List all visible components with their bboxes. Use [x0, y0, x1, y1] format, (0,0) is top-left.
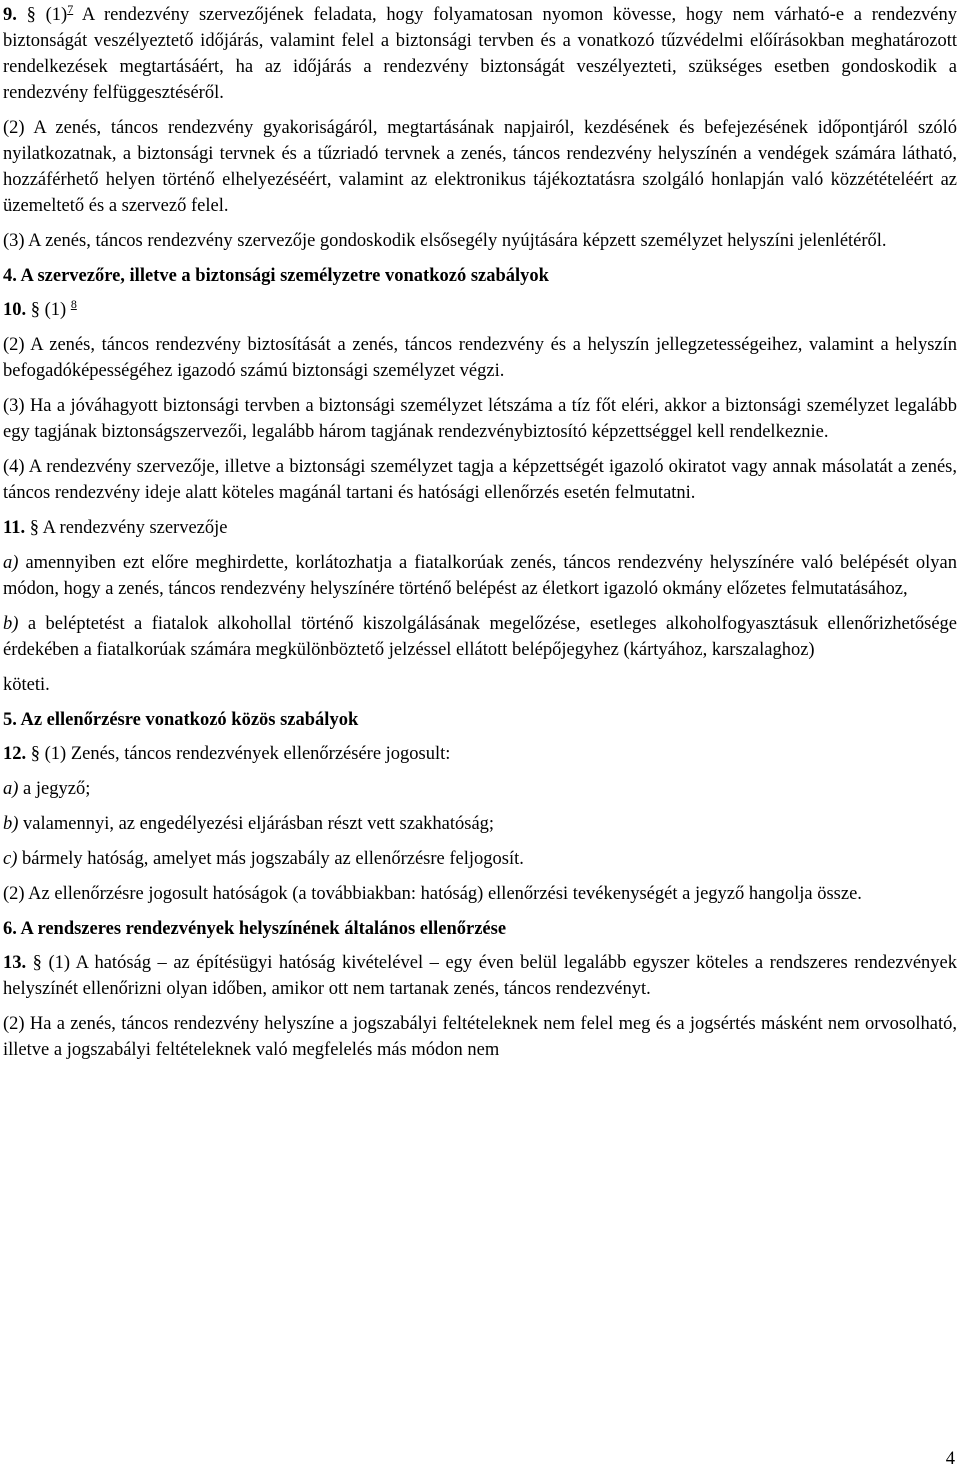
heading-5: 5. Az ellenőrzésre vonatkozó közös szabályok [3, 710, 359, 730]
point-text: bármely hatóság, amelyet más jogszabály az ellenőrzésre feljogosít. [17, 849, 524, 869]
section-number: 12. [3, 744, 27, 764]
point-label: a) [3, 779, 19, 799]
heading-6: 6. A rendszeres rendezvények helyszínének általános ellenőrzése [3, 919, 507, 939]
point-label: b) [3, 614, 19, 634]
paragraph-text: A rendezvény szervezőjének feladata, hogy folyamatosan nyomon kövesse, hogy nem várható-e a rendezvény biztonságát veszélyeztető időjárás, valamint felel a biztonsági tervben és a vonatkozó tűzvédelmi előírásokban meghatározott rendelkezések megtartásáért, ha az időjárás a rendezvény biztonságát veszélyezteti, szükséges esetben gondoskodik a rendezvény felfüggesztéséről. [3, 5, 957, 103]
point-text: a jegyző; [18, 779, 91, 799]
section-number: 11. [3, 518, 26, 538]
point-text: amennyiben ezt előre meghirdette, korlátozhatja a fiatalkorúak zenés, táncos rendezvény helyszínére való belépését olyan módon, hogy a zenés, táncos rendezvény helyszínére történő belépést az életkort igazoló okmány előzetes felmutatásához, [3, 553, 957, 599]
section-number: 13. [3, 953, 27, 973]
paragraph-9-2: (2) A zenés, táncos rendezvény gyakoriságáról, megtartásának napjairól, kezdésének és befejezésének időpontjáról szóló nyilatkozatnak, a biztonsági tervnek és a tűzriadó tervnek a zenés, táncos rendezvény helyszínén a vendégek számára látható, hozzáférhető helyen történő elhelyezéséért, valamint az elektronikus tájékoztatásra szolgáló honlapján való közzétételéért az üzemeltető és a szervező felel. [3, 118, 957, 216]
paragraph-12-1 [3, 741, 957, 767]
paragraph-11-a [3, 550, 957, 602]
heading-4: 4. A szervezőre, illetve a biztonsági személyzetre vonatkozó szabályok [3, 266, 549, 286]
paragraph-12-2: (2) Az ellenőrzésre jogosult hatóságok (a továbbiakban: hatóság) ellenőrzési tevékenységét a jegyző hangolja össze. [3, 884, 862, 904]
paragraph-10-1 [3, 297, 957, 323]
paragraph-text: A rendezvény szervezője [42, 518, 228, 538]
subsection-number: (1) [44, 300, 71, 320]
paragraph-text: (1) Zenés, táncos rendezvények ellenőrzésére jogosult: [44, 744, 451, 764]
point-text: a beléptetést a fiatalok alkohollal történő kiszolgálásának megelőzése, esetleges alkoholfogyasztásuk ellenőrizhetősége érdekében a fiatalkorúak számára megkülönböztető jelzéssel ellátott belépőjegyhez (kártyához, karszalaghoz) [3, 614, 957, 660]
point-label: b) [3, 814, 19, 834]
paragraph-11 [3, 515, 957, 541]
paragraph-12-a [3, 776, 957, 802]
paragraph-10-3: (3) Ha a jóváhagyott biztonsági tervben a biztonsági személyzet létszáma a tíz főt eléri, akkor a biztonsági személyzet legalább egy tagjának biztonságszervezői, legalább három tagjának rendezvénybiztosító képzettséggel kell rendelkeznie. [3, 396, 957, 442]
paragraph-11-b [3, 611, 957, 663]
paragraph-11-end: köteti. [3, 675, 50, 695]
section-sign: § [26, 744, 45, 764]
subsection-number: (1) [45, 5, 68, 25]
point-label: a) [3, 553, 19, 573]
paragraph-13-2: (2) Ha a zenés, táncos rendezvény helyszíne a jogszabályi feltételeknek nem felel meg és a jogsértés másként nem orvosolható, illetve a jogszabályi feltételeknek való megfelelés más módon nem [3, 1014, 957, 1060]
section-sign: § [16, 5, 46, 25]
document-page [3, 2, 957, 1063]
paragraph-10-2: (2) A zenés, táncos rendezvény biztosítását a zenés, táncos rendezvény és a helyszín jellegzetességeihez, valamint a helyszín befogadóképességéhez igazodó számú biztonsági személyzet végzi. [3, 335, 957, 381]
section-number: 9. [3, 5, 17, 25]
paragraph-9-3: (3) A zenés, táncos rendezvény szervezője gondoskodik elsősegély nyújtására képzett személyzet helyszíni jelenlétéről. [3, 231, 887, 251]
footnote-ref-7[interactable]: 7 [67, 2, 74, 16]
paragraph-10-4: (4) A rendezvény szervezője, illetve a biztonsági személyzet tagja a képzettségét igazoló okiratot vagy annak másolatát a zenés, táncos rendezvény ideje alatt köteles magánál tartani és hatósági ellenőrzés esetén felmutatni. [3, 457, 957, 503]
paragraph-9-1 [3, 2, 957, 106]
paragraph-text: (1) A hatóság – az építésügyi hatóság kivételével – egy éven belül legalább egyszer köteles a rendszeres rendezvények helyszínét ellenőrizni olyan időben, amikor ott nem tartanak zenés, táncos rendezvényt. [3, 953, 958, 999]
paragraph-13-1 [3, 950, 957, 1002]
section-sign: § [26, 953, 49, 973]
paragraph-12-c [3, 846, 957, 872]
section-sign: § [25, 518, 43, 538]
section-sign: § [26, 300, 45, 320]
point-label: c) [3, 849, 18, 869]
section-number: 10. [3, 300, 27, 320]
paragraph-12-b [3, 811, 957, 837]
point-text: valamennyi, az engedélyezési eljárásban részt vett szakhatóság; [18, 814, 495, 834]
footnote-ref-8[interactable]: 8 [70, 297, 77, 311]
page-number: 4 [945, 1449, 955, 1469]
